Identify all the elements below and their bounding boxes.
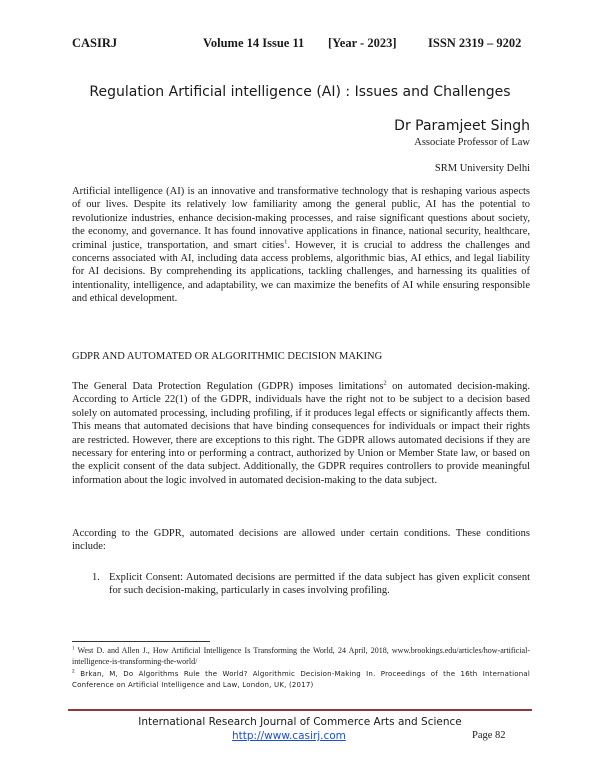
running-header [72, 36, 530, 52]
page-number: Page 82 [472, 730, 506, 741]
footer-journal-name: International Research Journal of Commerce Arts and Science [138, 716, 462, 728]
author-position: Associate Professor of Law [414, 137, 530, 148]
author-institution: SRM University Delhi [434, 163, 530, 174]
intro-paragraph: Artificial intelligence (AI) is an innovative and transformative technology that is reshaping various aspects of our lives. Despite its relatively low familiarity among the general public, AI has the potential to revolutionize industries, enhance decision-making processes, and raise significant questions about society, the economy, and governance. It has found innovative applications in finance, national security, healthcare, criminal justice, transportation, and smart cities$^1$. However, it is crucial to address the challenges and concerns associated with AI, including data access problems, algorithmic bias, AI ethics, and legal liability for AI decisions. By comprehending its applications, tackling challenges, and harnessing its qualities of intentionality, intelligence, and adaptability, we can maximize the benefits of AI while ensuring responsible and ethical development. [72, 186, 530, 305]
footnote-1: $^1$ West D. and Allen J., How Artificial Intelligence Is Transforming the World, 24 April, 2018, www.brookings.edu/articles/how-artificial-intelligence-is-transforming-the-world/ [72, 646, 530, 666]
author-name: Dr Paramjeet Singh [394, 118, 530, 134]
footnote-2: $^2$ Brkan, M, Do Algorithms Rule the World? Algorithmic Decision-Making In. Proceedings of the 16th International Conference on Artificial Intelligence and Law, London, UK, (2017) [72, 669, 530, 689]
list-item-number: 1. [92, 572, 100, 583]
footer-divider [68, 709, 532, 711]
footnote-ref-2: 2 [383, 379, 387, 387]
list-item [92, 571, 530, 598]
header-issn: ISSN 2319 – 9202 [428, 36, 522, 50]
conditions-paragraph: According to the GDPR, automated decisions are allowed under certain conditions. These conditions include: [72, 528, 530, 553]
footer-url-link[interactable]: http://www.casirj.com [232, 730, 346, 742]
section-heading: GDPR AND AUTOMATED OR ALGORITHMIC DECISION MAKING [72, 351, 383, 362]
header-year: [Year - 2023] [328, 36, 397, 50]
footnote-ref-1: 1 [284, 238, 288, 246]
gdpr-paragraph: The General Data Protection Regulation (GDPR) imposes limitations$^2$ on automated decision-making. According to Article 22(1) of the GDPR, individuals have the right not to be subject to a decision based solely on automated processing, including profiling, if it produces legal effects or significantly affects them. This means that automated decisions that have binding consequences for individuals or impact their rights are restricted. However, there are exceptions to this right. The GDPR allows automated decisions if they are necessary for entering into or performing a contract, authorized by Union or Member State law, or based on the explicit consent of the data subject. Additionally, the GDPR requires controllers to provide meaningful information about the logic involved in automated decision-making to the data subject. [72, 379, 530, 486]
header-journal: CASIRJ [72, 36, 118, 50]
header-volume: Volume 14 Issue 11 [203, 36, 305, 50]
list-item-text: Explicit Consent: Automated decisions are permitted if the data subject has given explicit consent for such decision-making, particularly in cases involving profiling. [109, 572, 530, 597]
footnote-divider [72, 641, 210, 642]
article-title: Regulation Artificial intelligence (AI) : Issues and Challenges [89, 84, 511, 100]
